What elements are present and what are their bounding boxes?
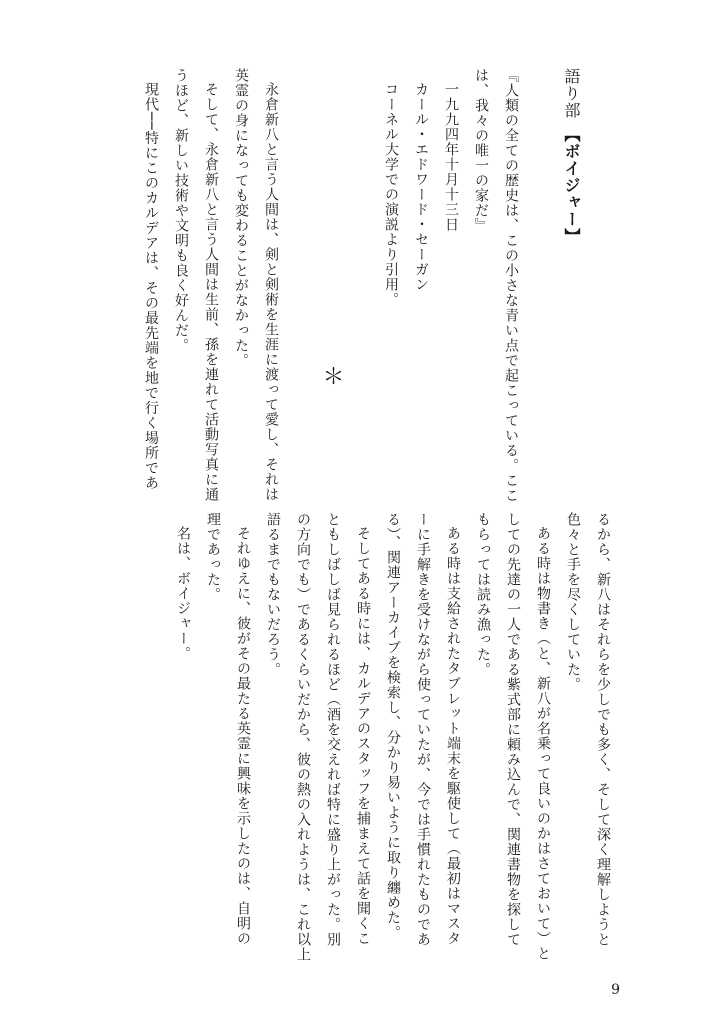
body-line: しての先達の一人である紫式部に頼み込んで、関連書物を探して <box>505 512 521 947</box>
blank-line <box>346 68 376 508</box>
epigraph-date: 一九九四年十月十三日 <box>443 82 459 232</box>
body-line: ともしばしば見られるほど（酒を交えれば特に盛り上がった。別 <box>325 512 341 947</box>
epigraph-quote-line-2: は、我々の唯一の家だ』 <box>473 68 489 233</box>
blank-line <box>526 68 556 508</box>
chapter-heading <box>556 68 586 508</box>
blank-line <box>286 68 316 508</box>
body-line: そして、永倉新八と言う人間は生前、孫を連れて活動写真に通 <box>203 82 219 502</box>
top-text-block <box>96 68 586 508</box>
chapter-label: 語り部 <box>562 68 581 119</box>
body-line: 語るまでもないだろう。 <box>265 512 281 677</box>
body-line: 名は、ボイジャー。 <box>175 526 191 661</box>
chapter-title: 【ボイジャー】 <box>562 134 581 245</box>
body-line: るから、新八はそれらを少しでも多く、そして深く理解しようと <box>595 512 611 947</box>
body-line: 理であった。 <box>205 512 221 602</box>
body-line: 英霊の身になっても変わることがなかった。 <box>233 68 249 368</box>
body-line: ーに手解きを受けながら使っていたが、今では手慣れたものであ <box>415 512 431 947</box>
body-line: る）、関連アーカイブを検索し、分かり易いように取り纏めた。 <box>385 512 401 940</box>
body-line: それゆえに、彼がその最たる英霊に興味を示したのは、自明の <box>235 526 251 946</box>
body-line: ある時は支給されたタブレット端末を駆使して（最初はマスタ <box>445 526 461 946</box>
body-line: 現代──特にこのカルデアは、その最先端を地で行く場所であ <box>143 82 159 491</box>
body-line: ある時は物書き（と、新八が名乗って良いのかはさておいて）と <box>535 526 551 961</box>
section-separator: ＊ <box>319 364 344 388</box>
body-line: そしてある時には、カルデアのスタッフを捕まえて話を聞くこ <box>355 526 371 946</box>
body-line: もらっては読み漁った。 <box>475 512 491 677</box>
epigraph-source: コーネル大学での演説より引用。 <box>383 82 399 307</box>
epigraph-speaker: カール・エドワード・セーガン <box>413 82 429 292</box>
body-line: の方向でも）であるくらいだから、彼の熱の入れようは、これ以上 <box>295 512 311 962</box>
bottom-text-block <box>108 512 618 962</box>
page-number: 9 <box>611 982 620 998</box>
body-line: 色々と手を尽くしていた。 <box>565 512 581 692</box>
body-line: 永倉新八と言う人間は、剣と剣術を生涯に渡って愛し、それは <box>263 82 279 502</box>
body-line: うほど、新しい技術や文明も良く好んだ。 <box>173 68 189 353</box>
epigraph-quote-line-1: 『人類の全ての歴史は、この小さな青い点で起こっている。ここ <box>503 68 519 503</box>
